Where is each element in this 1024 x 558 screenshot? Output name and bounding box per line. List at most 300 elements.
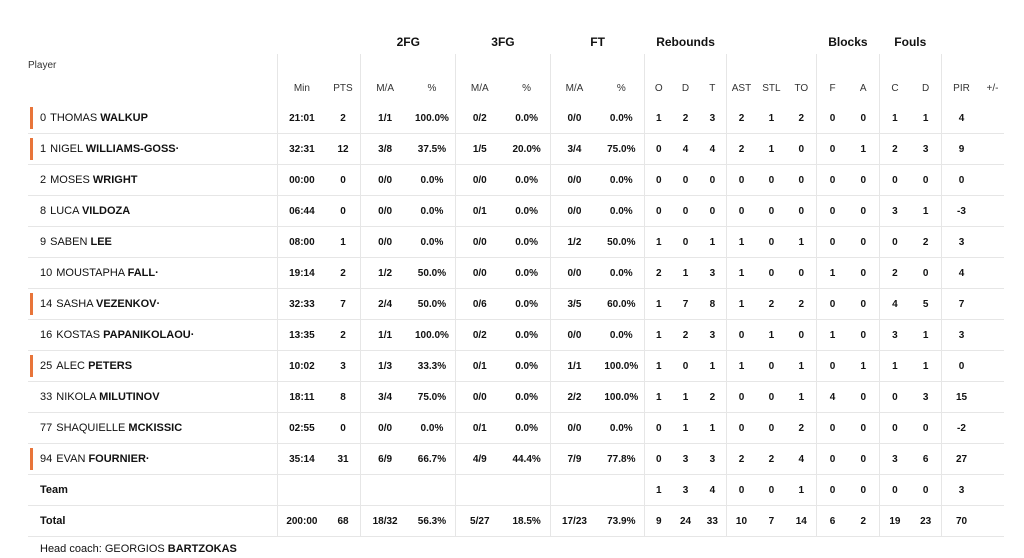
cell-blocks-against: 2 [848,506,879,537]
cell-2fg-percent: 75.0% [409,382,456,413]
cell-steals: 0 [756,165,786,196]
cell-turnovers: 2 [786,413,816,444]
cell-blocks-for: 0 [817,103,848,134]
cell-2fg-made-attempted: 2/4 [361,289,409,320]
cell-2fg-made-attempted: 0/0 [361,165,409,196]
cell-3fg-percent: 0.0% [503,227,550,258]
player-name-cell[interactable] [28,258,278,289]
cell-2fg-percent: 56.3% [409,506,456,537]
cell-offensive-rebounds: 2 [645,258,672,289]
team-label: Team [28,475,278,506]
player-first-name: NIGEL [50,143,83,155]
cell-plus-minus [981,320,1004,351]
cell-ft-percent: 0.0% [598,258,645,289]
header-stl: STL [762,83,781,94]
cell-blocks-against: 0 [848,475,879,506]
header-fouls-c: C [879,54,910,103]
cell-total-rebounds: 1 [699,351,726,382]
player-first-name: LUCA [50,205,79,217]
cell-offensive-rebounds: 1 [645,103,672,134]
cell-fouls-drawn: 6 [910,444,941,475]
cell-2fg-percent: 0.0% [409,413,456,444]
cell-steals: 0 [756,258,786,289]
cell-offensive-rebounds: 1 [645,320,672,351]
cell-pir: -3 [941,196,981,227]
cell-turnovers: 0 [786,258,816,289]
cell-fouls-committed: 0 [879,413,910,444]
cell-fouls-committed: 19 [879,506,910,537]
cell-fouls-drawn: 0 [910,475,941,506]
cell-fouls-committed: 2 [879,258,910,289]
cell-points [326,475,361,506]
cell-2fg-percent: 100.0% [409,103,456,134]
cell-2fg-made-attempted: 0/0 [361,413,409,444]
player-name-cell[interactable] [28,382,278,413]
player-first-name: ALEC [56,360,85,372]
player-number: 33 [40,391,53,403]
cell-fouls-drawn: 5 [910,289,941,320]
cell-blocks-against: 0 [848,444,879,475]
cell-total-rebounds: 3 [699,103,726,134]
cell-blocks-for: 6 [817,506,848,537]
player-last-name: LEE [90,236,112,248]
cell-total-rebounds: 4 [699,475,726,506]
cell-defensive-rebounds: 0 [672,351,699,382]
cell-total-rebounds: 3 [699,444,726,475]
player-last-name: MCKISSIC [128,422,183,434]
cell-ft-made-attempted: 0/0 [550,258,598,289]
cell-blocks-against: 0 [848,103,879,134]
cell-ft-made-attempted: 0/0 [550,413,598,444]
cell-fouls-drawn: 1 [910,320,941,351]
head-coach-last-name: BARTZOKAS [167,543,237,555]
team-row [28,475,1004,506]
cell-plus-minus [981,227,1004,258]
cell-offensive-rebounds: 0 [645,444,672,475]
player-last-name: WILLIAMS-GOSS· [85,143,180,155]
cell-steals: 0 [756,382,786,413]
cell-assists: 0 [726,413,756,444]
cell-fouls-committed: 3 [879,196,910,227]
cell-ft-made-attempted: 1/1 [550,351,598,382]
cell-total-rebounds: 8 [699,289,726,320]
cell-points: 2 [326,258,361,289]
cell-blocks-for: 4 [817,382,848,413]
cell-blocks-for: 1 [817,258,848,289]
cell-fouls-committed: 1 [879,103,910,134]
cell-steals: 0 [756,196,786,227]
cell-2fg-percent: 33.3% [409,351,456,382]
cell-defensive-rebounds: 1 [672,382,699,413]
cell-pir: 7 [941,289,981,320]
player-row [28,444,1004,475]
cell-3fg-made-attempted [456,475,504,506]
header-player: Player [28,60,57,71]
cell-assists: 1 [726,289,756,320]
cell-fouls-committed: 0 [879,475,910,506]
cell-ft-percent: 0.0% [598,320,645,351]
header-reb-o: O [645,54,672,103]
player-number: 77 [40,422,53,434]
cell-3fg-made-attempted: 0/1 [456,351,504,382]
player-last-name: VEZENKOV· [96,298,161,310]
player-name-cell[interactable] [28,351,278,382]
cell-3fg-made-attempted: 0/0 [456,382,504,413]
player-name-cell[interactable] [28,227,278,258]
player-name-cell[interactable] [28,165,278,196]
cell-2fg-made-attempted: 3/4 [361,382,409,413]
cell-assists: 0 [726,475,756,506]
cell-2fg-percent: 0.0% [409,165,456,196]
cell-blocks-for: 0 [817,196,848,227]
cell-ft-made-attempted: 2/2 [550,382,598,413]
cell-offensive-rebounds: 1 [645,351,672,382]
cell-assists: 1 [726,227,756,258]
cell-plus-minus [981,196,1004,227]
cell-ft-percent: 50.0% [598,227,645,258]
cell-plus-minus [981,506,1004,537]
cell-defensive-rebounds: 2 [672,103,699,134]
cell-blocks-against: 1 [848,134,879,165]
cell-blocks-for: 0 [817,289,848,320]
cell-plus-minus [981,134,1004,165]
cell-pir: 3 [941,475,981,506]
cell-offensive-rebounds: 1 [645,289,672,320]
cell-3fg-made-attempted: 0/0 [456,258,504,289]
header-to: TO [794,83,809,94]
cell-ft-percent: 75.0% [598,134,645,165]
column-header-row [28,54,1004,103]
player-first-name: SHAQUIELLE [56,422,126,434]
cell-steals: 0 [756,351,786,382]
cell-fouls-committed: 0 [879,227,910,258]
player-row [28,103,1004,134]
cell-blocks-against: 0 [848,320,879,351]
cell-3fg-made-attempted: 0/2 [456,320,504,351]
cell-ft-percent: 100.0% [598,382,645,413]
cell-2fg-percent: 66.7% [409,444,456,475]
cell-ft-percent: 0.0% [598,165,645,196]
header-rebounds: Rebounds [656,35,715,49]
cell-plus-minus [981,165,1004,196]
cell-ft-percent: 77.8% [598,444,645,475]
cell-total-rebounds: 0 [699,165,726,196]
cell-3fg-percent: 0.0% [503,103,550,134]
cell-3fg-made-attempted: 0/0 [456,165,504,196]
cell-blocks-against: 1 [848,351,879,382]
header-3fg-ma: M/A [456,54,504,103]
cell-turnovers: 4 [786,444,816,475]
cell-3fg-made-attempted: 5/27 [456,506,504,537]
cell-steals: 0 [756,227,786,258]
cell-turnovers: 2 [786,289,816,320]
cell-3fg-made-attempted: 1/5 [456,134,504,165]
cell-ft-percent: 0.0% [598,103,645,134]
cell-ft-made-attempted: 1/2 [550,227,598,258]
cell-2fg-made-attempted [361,475,409,506]
cell-points: 0 [326,196,361,227]
cell-offensive-rebounds: 9 [645,506,672,537]
cell-blocks-against: 0 [848,382,879,413]
cell-fouls-drawn: 0 [910,413,941,444]
cell-steals: 2 [756,444,786,475]
player-number: 16 [40,329,53,341]
header-reb-t: T [709,83,716,94]
cell-points: 12 [326,134,361,165]
player-number: 14 [40,298,53,310]
table-header [28,30,1004,103]
cell-3fg-percent: 0.0% [503,289,550,320]
cell-plus-minus [981,444,1004,475]
cell-offensive-rebounds: 0 [645,165,672,196]
boxscore-container [28,30,1004,537]
cell-2fg-made-attempted: 3/8 [361,134,409,165]
cell-points: 2 [326,320,361,351]
player-row [28,382,1004,413]
player-first-name: THOMAS [50,112,98,124]
cell-minutes: 32:33 [278,289,326,320]
cell-pir: 15 [941,382,981,413]
cell-3fg-percent: 0.0% [503,351,550,382]
cell-ft-made-attempted: 17/23 [550,506,598,537]
cell-blocks-for: 1 [817,320,848,351]
cell-points: 1 [326,227,361,258]
cell-total-rebounds: 33 [699,506,726,537]
player-first-name: SASHA [56,298,93,310]
header-blocks: Blocks [828,35,868,49]
cell-fouls-committed: 0 [879,382,910,413]
cell-blocks-against: 0 [848,258,879,289]
cell-plus-minus [981,382,1004,413]
cell-turnovers: 0 [786,134,816,165]
cell-assists: 2 [726,444,756,475]
header-plus-minus: +/- [986,83,999,94]
cell-3fg-percent: 0.0% [503,320,550,351]
player-name-cell[interactable] [28,134,278,165]
head-coach-label: Head coach: [40,543,102,555]
cell-defensive-rebounds: 3 [672,475,699,506]
player-last-name: VILDOZA [81,205,131,217]
header-2fg-ma: M/A [361,54,409,103]
cell-fouls-drawn: 3 [910,382,941,413]
player-name-cell[interactable] [28,103,278,134]
cell-defensive-rebounds: 0 [672,227,699,258]
cell-minutes: 32:31 [278,134,326,165]
header-ft-pct: % [616,83,626,94]
cell-turnovers: 0 [786,165,816,196]
cell-blocks-for: 0 [817,444,848,475]
cell-assists: 0 [726,320,756,351]
cell-assists: 1 [726,258,756,289]
cell-turnovers: 0 [786,196,816,227]
cell-assists: 0 [726,382,756,413]
player-last-name: MILUTINOV [99,391,160,403]
cell-3fg-percent: 0.0% [503,258,550,289]
cell-total-rebounds: 2 [699,382,726,413]
cell-points: 0 [326,413,361,444]
cell-pir: 70 [941,506,981,537]
header-ft: FT [590,35,605,49]
cell-fouls-committed: 1 [879,351,910,382]
cell-steals: 1 [756,320,786,351]
cell-minutes: 18:11 [278,382,326,413]
cell-plus-minus [981,413,1004,444]
cell-blocks-for: 0 [817,475,848,506]
cell-ft-made-attempted: 3/4 [550,134,598,165]
cell-assists: 0 [726,165,756,196]
cell-steals: 1 [756,103,786,134]
player-row [28,258,1004,289]
header-pts: PTS [333,83,353,94]
cell-defensive-rebounds: 4 [672,134,699,165]
player-name-cell[interactable] [28,413,278,444]
head-coach-first-name: GEORGIOS [104,543,165,555]
cell-ft-percent: 73.9% [598,506,645,537]
cell-offensive-rebounds: 0 [645,413,672,444]
cell-minutes: 06:44 [278,196,326,227]
cell-offensive-rebounds: 0 [645,196,672,227]
player-row [28,413,1004,444]
cell-defensive-rebounds: 3 [672,444,699,475]
header-reb-d: D [681,83,690,94]
cell-fouls-drawn: 2 [910,227,941,258]
cell-defensive-rebounds: 24 [672,506,699,537]
player-row [28,134,1004,165]
cell-turnovers: 1 [786,382,816,413]
cell-2fg-percent: 100.0% [409,320,456,351]
cell-ft-made-attempted: 0/0 [550,103,598,134]
cell-fouls-drawn: 1 [910,103,941,134]
total-row [28,506,1004,537]
cell-total-rebounds: 1 [699,227,726,258]
header-ft-ma: M/A [550,54,598,103]
player-row [28,165,1004,196]
cell-blocks-for: 0 [817,165,848,196]
cell-assists: 2 [726,103,756,134]
cell-fouls-drawn: 3 [910,134,941,165]
cell-pir: 0 [941,351,981,382]
cell-blocks-against: 0 [848,289,879,320]
cell-fouls-drawn: 0 [910,258,941,289]
cell-fouls-drawn: 0 [910,165,941,196]
cell-ft-made-attempted: 0/0 [550,196,598,227]
boxscore-table [28,30,1004,537]
cell-turnovers: 14 [786,506,816,537]
player-row [28,227,1004,258]
cell-fouls-drawn: 1 [910,196,941,227]
cell-minutes: 08:00 [278,227,326,258]
cell-minutes [278,475,326,506]
cell-fouls-committed: 2 [879,134,910,165]
cell-pir: 3 [941,227,981,258]
cell-3fg-percent: 0.0% [503,165,550,196]
cell-3fg-made-attempted: 4/9 [456,444,504,475]
cell-ft-made-attempted: 0/0 [550,320,598,351]
cell-offensive-rebounds: 1 [645,475,672,506]
cell-plus-minus [981,258,1004,289]
cell-defensive-rebounds: 1 [672,258,699,289]
cell-steals: 1 [756,134,786,165]
cell-defensive-rebounds: 2 [672,320,699,351]
cell-fouls-committed: 0 [879,165,910,196]
cell-minutes: 00:00 [278,165,326,196]
cell-total-rebounds: 3 [699,258,726,289]
cell-minutes: 10:02 [278,351,326,382]
cell-pir: 4 [941,103,981,134]
cell-minutes: 21:01 [278,103,326,134]
cell-pir: -2 [941,413,981,444]
player-name-cell[interactable] [28,289,278,320]
cell-3fg-percent: 0.0% [503,196,550,227]
cell-assists: 10 [726,506,756,537]
cell-blocks-for: 0 [817,351,848,382]
cell-pir: 9 [941,134,981,165]
cell-offensive-rebounds: 0 [645,134,672,165]
header-ast: AST [726,54,756,103]
cell-3fg-made-attempted: 0/0 [456,227,504,258]
cell-3fg-percent: 0.0% [503,413,550,444]
cell-blocks-against: 0 [848,165,879,196]
cell-ft-percent: 0.0% [598,196,645,227]
player-last-name: WRIGHT [92,174,138,186]
cell-points: 31 [326,444,361,475]
header-3fg-pct: % [522,83,532,94]
cell-2fg-made-attempted: 1/2 [361,258,409,289]
player-row [28,289,1004,320]
header-min: Min [278,54,326,103]
cell-2fg-made-attempted: 0/0 [361,227,409,258]
header-pir: PIR [941,54,981,103]
cell-blocks-against: 0 [848,196,879,227]
cell-ft-percent: 100.0% [598,351,645,382]
cell-ft-made-attempted: 3/5 [550,289,598,320]
cell-ft-percent: 60.0% [598,289,645,320]
cell-plus-minus [981,103,1004,134]
total-label: Total [28,506,278,537]
table-body [28,103,1004,537]
cell-fouls-drawn: 23 [910,506,941,537]
cell-total-rebounds: 4 [699,134,726,165]
cell-2fg-percent: 37.5% [409,134,456,165]
cell-fouls-drawn: 1 [910,351,941,382]
player-number: 8 [40,205,47,217]
cell-2fg-made-attempted: 1/3 [361,351,409,382]
player-row [28,320,1004,351]
cell-2fg-made-attempted: 1/1 [361,103,409,134]
cell-ft-made-attempted: 0/0 [550,165,598,196]
cell-3fg-made-attempted: 0/2 [456,103,504,134]
player-name-cell[interactable] [28,444,278,475]
header-2fg-pct: % [427,83,437,94]
cell-minutes: 35:14 [278,444,326,475]
cell-minutes: 19:14 [278,258,326,289]
player-name-cell[interactable] [28,320,278,351]
player-first-name: MOUSTAPHA [56,267,125,279]
cell-2fg-percent: 0.0% [409,227,456,258]
player-number: 0 [40,112,47,124]
cell-assists: 1 [726,351,756,382]
player-name-cell[interactable] [28,196,278,227]
cell-ft-made-attempted: 7/9 [550,444,598,475]
cell-blocks-for: 0 [817,413,848,444]
cell-2fg-percent: 0.0% [409,196,456,227]
cell-2fg-made-attempted: 1/1 [361,320,409,351]
cell-ft-made-attempted [550,475,598,506]
cell-3fg-percent [503,475,550,506]
header-fouls: Fouls [894,35,927,49]
cell-offensive-rebounds: 1 [645,227,672,258]
player-last-name: FALL· [127,267,159,279]
